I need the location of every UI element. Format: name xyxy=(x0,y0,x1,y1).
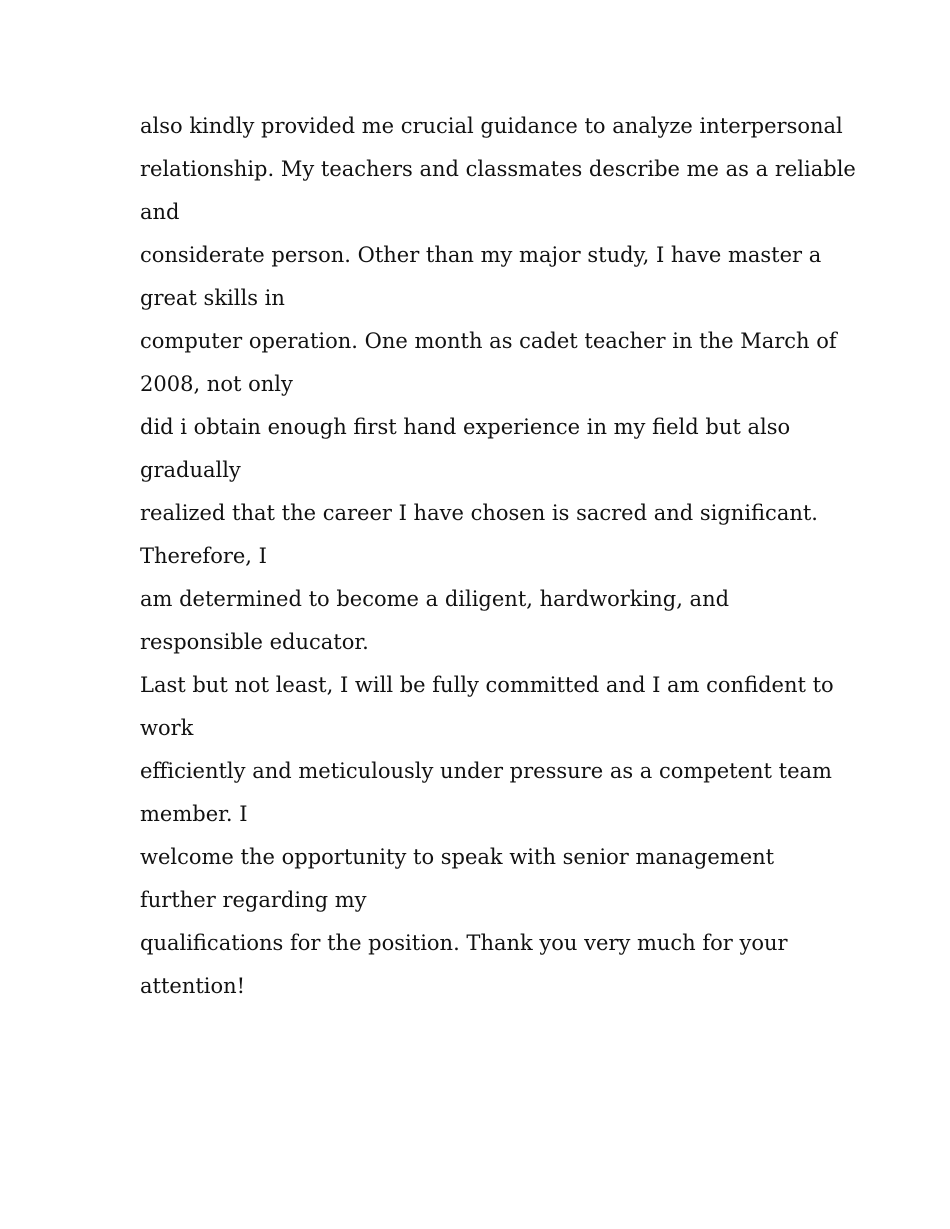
text-line: did i obtain enough first hand experience in my field but also xyxy=(140,415,791,439)
text-line: also kindly provided me crucial guidance to analyze interpersonal xyxy=(140,114,843,138)
text-line: and xyxy=(140,200,180,224)
text-line: attention! xyxy=(140,974,246,998)
text-line: 2008, not only xyxy=(140,372,293,396)
text-line: further regarding my xyxy=(140,888,367,912)
text-line: considerate person. Other than my major study, I have master a xyxy=(140,243,822,267)
text-line: computer operation. One month as cadet teacher in the March of xyxy=(140,329,837,353)
text-line: great skills in xyxy=(140,286,285,310)
text-line: responsible educator. xyxy=(140,630,369,654)
text-line: welcome the opportunity to speak with senior management xyxy=(140,845,775,869)
text-line: relationship. My teachers and classmates describe me as a reliable xyxy=(140,157,856,181)
text-line: gradually xyxy=(140,458,241,482)
text-line: work xyxy=(140,716,194,740)
text-line: Therefore, I xyxy=(140,544,267,568)
text-line: Last but not least, I will be fully committed and I am confident to xyxy=(140,673,834,697)
text-line: am determined to become a diligent, hardworking, and xyxy=(140,587,730,611)
text-line: realized that the career I have chosen is sacred and significant. xyxy=(140,501,818,525)
text-line: member. I xyxy=(140,802,248,826)
text-line: qualifications for the position. Thank you very much for your xyxy=(140,931,788,955)
text-line: efficiently and meticulously under pressure as a competent team xyxy=(140,759,832,783)
letter-body xyxy=(140,105,856,1008)
